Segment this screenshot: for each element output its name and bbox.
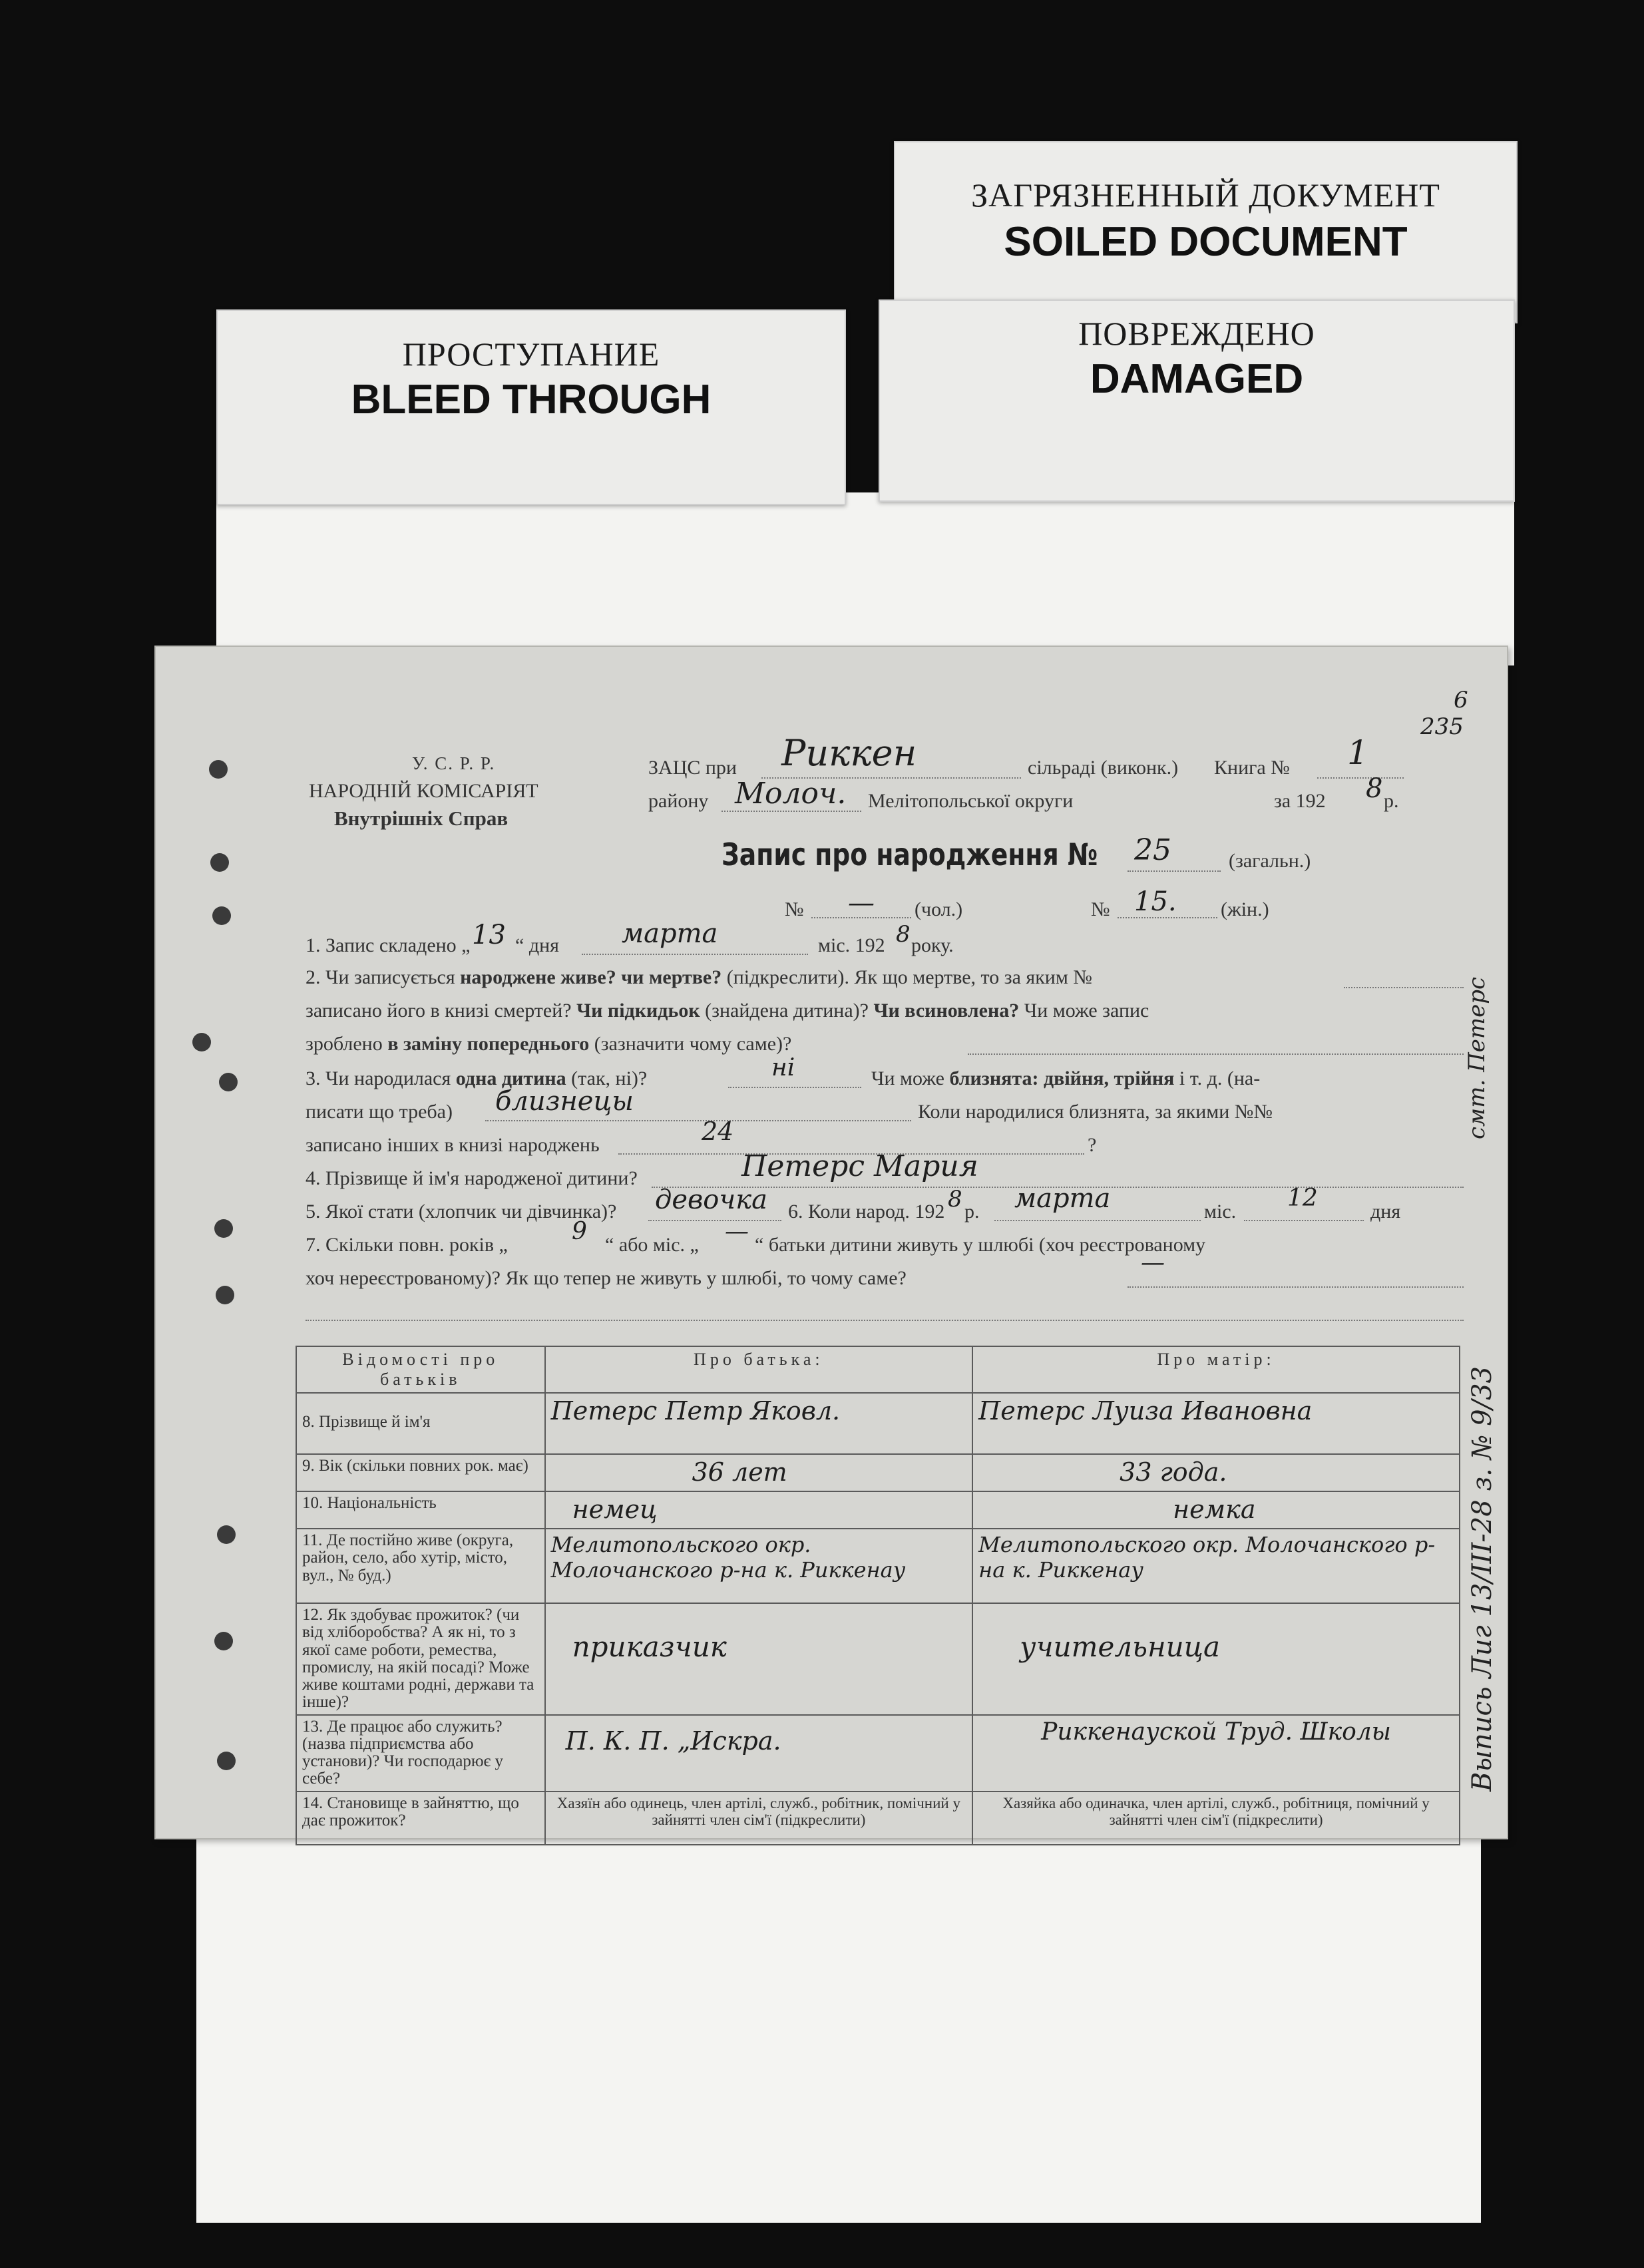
zags-suffix: сільраді (виконк.): [1028, 757, 1179, 779]
year-suffix: р.: [1384, 790, 1399, 812]
row-label: 13. Де працює або служить? (назва підприємства або установи)? Чи господарює у себе?: [296, 1715, 545, 1792]
q2-foundling-note: (знайдена дитина)?: [705, 1000, 869, 1022]
total-label: (загальн.): [1229, 850, 1311, 872]
q3-qmark: ?: [1088, 1134, 1097, 1156]
punch-hole: [219, 1073, 238, 1091]
q3-underline: [728, 1086, 861, 1088]
q3-may: Чи може: [871, 1067, 944, 1089]
q6-month: марта: [1014, 1183, 1111, 1214]
q3-twins-text: [871, 1067, 1260, 1090]
father-occupation: приказчик: [545, 1603, 973, 1715]
birth-record-form: [154, 646, 1508, 1839]
q2-text: [306, 966, 1092, 989]
side-note-certificate: смт. Петерс: [1464, 976, 1490, 1139]
mother-nationality: немка: [972, 1491, 1460, 1529]
q2-may-record: Чи може запис: [1024, 1000, 1149, 1022]
q7-months-label: “ або міс. „: [605, 1234, 699, 1256]
punch-hole: [210, 853, 229, 872]
q7-text: 7. Скільки повн. років „: [306, 1234, 508, 1256]
table-row: [296, 1491, 1460, 1529]
damaged-card: [879, 299, 1515, 502]
title-underline: [1128, 870, 1221, 872]
bleed-en-label: BLEED THROUGH: [351, 377, 712, 423]
table-row: [296, 1393, 1460, 1454]
q3-twins: близнята: двійня, трійня: [949, 1067, 1175, 1089]
female-label: (жін.): [1221, 898, 1269, 920]
q2-line2: [306, 1000, 1149, 1022]
q2-reason: (зазначити чому саме)?: [594, 1033, 792, 1055]
q2-deaths-text: записано його в книзі смертей?: [306, 1000, 572, 1022]
year-digit: 8: [1366, 773, 1383, 804]
q2-underline: [1344, 986, 1464, 988]
header-mother: Про матір:: [972, 1346, 1460, 1393]
child-sex: девочка: [655, 1185, 768, 1215]
mother-workplace: Риккенауской Труд. Школы: [972, 1715, 1460, 1792]
book-underline: [1317, 777, 1404, 779]
q1-month: марта: [622, 918, 718, 949]
child-name: Петерс Мария: [741, 1149, 978, 1183]
bleed-ru-label: ПРОСТУПАНИЕ: [402, 335, 660, 373]
q3-twins-numbers: Коли народилися близнята, за якими №№: [918, 1101, 1273, 1123]
mother-occupation: учительница: [972, 1603, 1460, 1715]
q6-text: 6. Коли народ. 192: [788, 1201, 945, 1223]
q6-day: 12: [1287, 1185, 1318, 1212]
district-suffix: Мелітопольської округи: [868, 790, 1074, 812]
row-label: 12. Як здобуває прожиток? (чи від хліборобства? А як ні, то з якої саме роботи, ремества, промислу, на якій посаді? Може живе коштами родні, держави та інше)?: [296, 1603, 545, 1715]
mother-age: 33 года.: [972, 1454, 1460, 1491]
father-status: Хазяїн або одинець, член артілі, служб., робітник, помічний у зайнятті член сім'ї (підкреслити): [545, 1792, 973, 1845]
father-name: Петерс Петр Яковл.: [545, 1393, 973, 1454]
book-label: Книга №: [1214, 757, 1290, 779]
q2-replacement: в заміну попереднього: [387, 1033, 590, 1055]
q3-etc: і т. д. (на-: [1179, 1067, 1261, 1089]
q3-single: одна дитина: [455, 1067, 566, 1089]
row-label: 14. Становище в зайняттю, що дає прожиток?: [296, 1792, 545, 1845]
q3-twins-answer: близнецы: [495, 1086, 634, 1117]
header-info: Відомості про батьків: [296, 1346, 545, 1393]
q1-day-suffix: “ дня: [515, 934, 559, 956]
q1-month-suffix: міс. 192: [818, 934, 885, 956]
table-row: [296, 1603, 1460, 1715]
punch-hole: [214, 1219, 233, 1238]
q2-reason-underline: [968, 1053, 1464, 1055]
damaged-en-label: DAMAGED: [1090, 356, 1304, 402]
q1-month-underline: [582, 953, 808, 955]
father-residence: Мелитопольского окр. Молочанского р-на к. Риккенау: [545, 1529, 973, 1603]
q3-other-records: записано інших в книзі народжень: [306, 1134, 600, 1156]
q2-bold: народжене живе? чи мертве?: [460, 966, 722, 988]
bottom-sheet: [196, 1797, 1481, 2223]
father-age: 36 лет: [545, 1454, 973, 1491]
table-row: [296, 1454, 1460, 1491]
district-name: Молоч.: [735, 777, 847, 811]
q2-prefix: 2. Чи записується: [306, 966, 455, 988]
bleed-through-card: [216, 309, 846, 505]
q6-day-underline: [1244, 1219, 1364, 1221]
punch-hole: [192, 1033, 211, 1051]
header-father: Про батька:: [545, 1346, 973, 1393]
q7-underline: [1128, 1286, 1464, 1288]
q6-month-underline: [994, 1219, 1201, 1221]
damaged-ru-label: ПОВРЕЖДЕНО: [1078, 315, 1315, 352]
q1-text: 1. Запис складено „: [306, 934, 471, 956]
punch-hole: [216, 1286, 234, 1304]
district-label: району: [648, 790, 709, 812]
q7-answer: —: [1141, 1249, 1165, 1276]
male-label: (чол.): [915, 898, 963, 920]
punch-hole: [217, 1752, 236, 1770]
book-number: 1: [1347, 733, 1368, 772]
father-workplace: П. К. П. „Искра.: [545, 1715, 973, 1792]
soiled-en-label: SOILED DOCUMENT: [1004, 219, 1408, 265]
back-sheet: [216, 492, 1514, 665]
male-no-value: —: [848, 888, 875, 918]
father-nationality: немец: [545, 1491, 973, 1529]
q1-day: 13: [472, 920, 506, 950]
commissariat-label: НАРОДНІЙ КОМІСАРІЯТ: [309, 780, 538, 802]
punch-hole: [214, 1632, 233, 1650]
q3-answer: ні: [771, 1054, 795, 1081]
q4-text: 4. Прізвище й ім'я народженої дитини?: [306, 1167, 638, 1189]
q2-suffix: (підкреслити). Як що мертве, то за яким №: [726, 966, 1092, 988]
female-no-value: 15.: [1134, 886, 1177, 917]
archive-number: 235: [1420, 713, 1464, 740]
q5-underline: [648, 1219, 781, 1221]
mother-status: Хазяйка або одиначка, член артілі, служб., робітниця, помічний у зайнятті член сім'ї (підкреслити): [972, 1792, 1460, 1845]
q2-foundling: Чи підкидьок: [576, 1000, 700, 1022]
q6-day-label: дня: [1370, 1201, 1401, 1223]
year-label: за 192: [1274, 790, 1326, 812]
q2-adopted: Чи всиновлена?: [873, 1000, 1020, 1022]
q3-record-number: 24: [702, 1117, 734, 1146]
q1-year-digit: 8: [896, 921, 911, 948]
ussr-label: У. С. Р. Р.: [412, 753, 496, 773]
punch-hole: [217, 1525, 236, 1544]
q7-line2: хоч нереєстрованому)? Як що тепер не живуть у шлюбі, то чому саме?: [306, 1267, 907, 1289]
row-label: 8. Прізвище й ім'я: [296, 1393, 545, 1454]
q6-month-label: міс.: [1204, 1201, 1237, 1223]
row-label: 9. Вік (скільки повних рок. має): [296, 1454, 545, 1491]
q2-made-text: зроблено: [306, 1033, 383, 1055]
punch-hole: [212, 906, 231, 925]
soiled-document-card: [894, 141, 1518, 323]
mother-residence: Мелитопольского окр. Молочанского р-на к. Риккенау: [972, 1529, 1460, 1603]
q3-write: писати що треба): [306, 1101, 453, 1123]
q1-year-suffix: року.: [911, 934, 954, 956]
mother-name: Петерс Луиза Ивановна: [972, 1393, 1460, 1454]
q3-write-underline: [485, 1119, 911, 1121]
q3-prefix: 3. Чи народилася: [306, 1067, 451, 1089]
table-row: [296, 1529, 1460, 1603]
q5-text: 5. Якої стати (хлопчик чи дівчинка)?: [306, 1201, 617, 1223]
archive-number-top: 6: [1454, 687, 1468, 713]
q3-yes-no: (так, ні)?: [571, 1067, 648, 1089]
q6-year-suffix: р.: [964, 1201, 980, 1223]
side-note-issue: Выпись Лиг 13/III-28 з. № 9/33: [1467, 1366, 1498, 1792]
punch-hole: [209, 760, 228, 779]
q7-marriage-text: “ батьки дитини живуть у шлюбі (хоч реєстрованому: [755, 1234, 1206, 1256]
table-row: [296, 1792, 1460, 1845]
table-header-row: [296, 1346, 1460, 1393]
internal-affairs-label: Внутрішніх Справ: [334, 807, 509, 830]
form-title: Запис про народження №: [721, 837, 1098, 872]
parents-table: [296, 1346, 1460, 1845]
zags-village: Риккен: [781, 732, 917, 774]
zags-prefix: ЗАЦС при: [648, 757, 737, 779]
soiled-ru-label: ЗАГРЯЗНЕННЫЙ ДОКУМЕНТ: [971, 176, 1440, 214]
male-no-label: №: [785, 898, 804, 920]
row-label: 10. Національність: [296, 1491, 545, 1529]
q2-line3: [306, 1033, 791, 1055]
q7-years: 9: [572, 1218, 587, 1245]
record-number-total: 25: [1134, 833, 1171, 867]
q7-months: —: [725, 1218, 749, 1245]
q7-underline-2: [306, 1319, 1464, 1321]
row-label: 11. Де постійно живе (округа, район, село, або хутір, місто, вул., № буд.): [296, 1529, 545, 1603]
table-row: [296, 1715, 1460, 1792]
q6-year-digit: 8: [948, 1186, 962, 1213]
female-no-label: №: [1091, 898, 1110, 920]
